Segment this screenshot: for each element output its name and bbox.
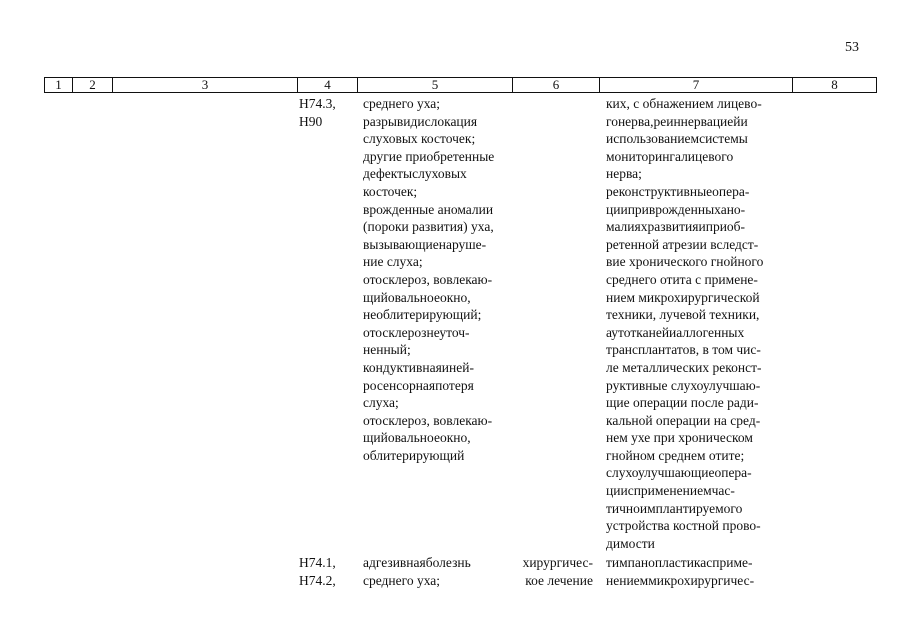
condition-line: облитерирующий [363,447,465,463]
method-line: нениеммикрохирургичес- [606,572,755,588]
method-line: трансплантатов, в том чис- [606,342,761,358]
row2-treatment [513,554,593,589]
treatment-line: хирургичес- [522,555,593,570]
method-line: реконструктивныеопера- [606,183,750,199]
row2-methods [606,554,784,589]
method-line: среднего отита с примене- [606,271,758,287]
condition-line: слуховых косточек; [363,131,476,147]
header-cell-4: 4 [298,78,358,92]
condition-line: другие приобретенные [363,148,495,164]
method-line: гнойном среднем отите; [606,447,745,463]
header-cell-6: 6 [513,78,600,92]
condition-line: среднего уха; [363,572,441,588]
header-cell-2: 2 [73,78,113,92]
condition-line: отосклерознеуточ- [363,324,470,340]
method-line: техники, лучевой техники, [606,307,760,323]
method-line: тимпанопластикасприме- [606,555,753,570]
condition-line: (пороки развития) уха, [363,219,494,235]
method-line: руктивные слухоулучшаю- [606,377,761,393]
condition-line: среднего уха; [363,96,441,111]
header-cell-1: 1 [45,78,73,92]
condition-line: щийовальноеокно, [363,430,471,446]
method-line: аутотканейиаллогенных [606,324,745,340]
row1-codes [299,95,355,130]
method-line: малияхразвитияиприоб- [606,219,746,235]
icd-code: H74.1, [299,555,336,570]
condition-line: адгезивнаяболезнь [363,555,471,570]
condition-line: кондуктивнаяиней- [363,359,474,375]
method-line: слухоулучшающиеопера- [606,465,752,481]
method-line: нием микрохирургической [606,289,760,305]
method-line: кальной операции на сред- [606,412,761,428]
condition-line: косточек; [363,183,418,199]
condition-line: необлитерирующий; [363,307,482,323]
row2-conditions [363,554,510,589]
method-line: ле металлических реконст- [606,359,762,375]
method-line: димости [606,535,655,551]
condition-line: отосклероз, вовлекаю- [363,271,493,287]
method-line: ретенной атрезии вследст- [606,236,759,252]
method-line: устройства костной прово- [606,518,761,534]
condition-line: ние слуха; [363,254,423,270]
method-line: использованиемсистемы [606,131,748,147]
table-header-row [44,77,877,93]
condition-line: разрывидислокация [363,113,478,129]
method-line: цииприврожденныхано- [606,201,746,217]
condition-line: росенсорнаяпотеря [363,377,474,393]
treatment-line: кое лечение [525,572,593,588]
header-cell-7: 7 [600,78,793,92]
header-cell-5: 5 [358,78,513,92]
method-line: щие операции после ради- [606,395,759,411]
condition-line: слуха; [363,395,399,411]
header-cell-8: 8 [831,77,838,92]
method-line: нерва; [606,166,642,182]
method-line: циисприменениемчас- [606,483,735,499]
method-line: ких, с обнажением лицево- [606,96,762,111]
icd-code: H90 [299,113,323,129]
method-line: нем ухе при хроническом [606,430,753,446]
condition-line: отосклероз, вовлекаю- [363,412,493,428]
method-line: гонерва,реиннервациейи [606,113,748,129]
condition-line: врожденные аномалии [363,201,494,217]
icd-code: H74.3, [299,96,336,111]
header-cell-3: 3 [113,78,298,92]
page-number: 53 [845,40,859,55]
condition-line: ненный; [363,342,411,358]
icd-code: H74.2, [299,572,336,588]
method-line: вие хронического гнойного [606,254,764,270]
condition-line: щийовальноеокно, [363,289,471,305]
row1-conditions [363,95,510,464]
condition-line: вызывающиенаруше- [363,236,487,252]
method-line: мониторингалицевого [606,148,734,164]
method-line: тичноимплантируемого [606,500,743,516]
condition-line: дефектыслуховых [363,166,467,182]
row1-methods [606,95,784,552]
row2-codes [299,554,355,589]
